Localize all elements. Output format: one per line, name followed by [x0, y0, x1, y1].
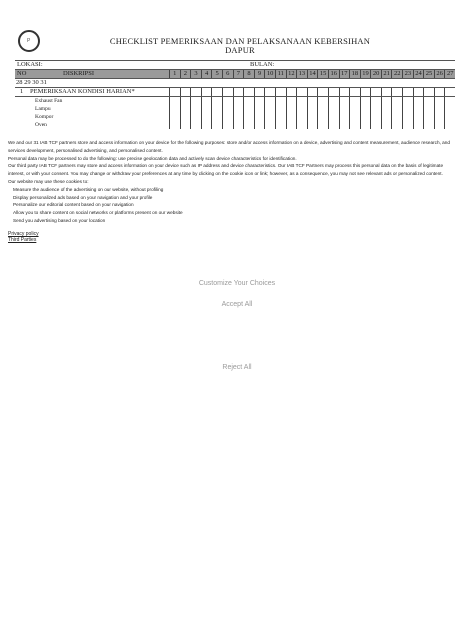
check-cell[interactable] — [349, 113, 360, 121]
check-cell[interactable] — [444, 88, 455, 96]
day-numbers-cont: 28 29 30 31 — [16, 79, 47, 86]
check-cell[interactable] — [211, 105, 222, 113]
check-cell[interactable] — [169, 113, 180, 121]
check-cell[interactable] — [254, 105, 265, 113]
check-cell[interactable] — [307, 88, 318, 96]
check-cell[interactable] — [243, 121, 254, 129]
item-row — [15, 113, 455, 121]
day-number-cell: 3 — [190, 70, 201, 78]
check-cell[interactable] — [413, 97, 424, 105]
check-cell[interactable] — [339, 88, 350, 96]
check-cell[interactable] — [190, 97, 201, 105]
check-cell[interactable] — [413, 105, 424, 113]
check-cell[interactable] — [328, 97, 339, 105]
check-cell[interactable] — [434, 97, 445, 105]
check-cell[interactable] — [391, 105, 402, 113]
check-cell[interactable] — [317, 97, 328, 105]
item-check-cells — [169, 121, 455, 129]
check-cell[interactable] — [275, 113, 286, 121]
item-label: Kompor — [35, 114, 54, 120]
day-number-cell: 22 — [391, 70, 402, 78]
check-cell[interactable] — [360, 97, 371, 105]
check-cell[interactable] — [328, 113, 339, 121]
item-row — [15, 97, 455, 105]
check-cell[interactable] — [254, 113, 265, 121]
check-cell[interactable] — [434, 121, 445, 129]
no-header: NO — [17, 70, 27, 77]
check-cell[interactable] — [286, 121, 297, 129]
day-number-cell: 25 — [423, 70, 434, 78]
check-cell[interactable] — [402, 113, 413, 121]
check-cell[interactable] — [328, 105, 339, 113]
check-cell[interactable] — [444, 113, 455, 121]
check-cell[interactable] — [349, 88, 360, 96]
document-title — [70, 37, 410, 55]
lokasi-label: LOKASI: — [17, 61, 43, 68]
section-blank-cells — [169, 88, 455, 96]
check-cell[interactable] — [296, 113, 307, 121]
check-cell[interactable] — [222, 105, 233, 113]
purpose-item: Personalize our editorial content based on your navigation — [13, 202, 134, 208]
item-label: Exhaust Fan — [35, 98, 63, 104]
day-number-cell: 2 — [180, 70, 191, 78]
purpose-item: Measure the audience of the advertising on our website, without profiling — [13, 186, 164, 192]
check-cell[interactable] — [211, 113, 222, 121]
check-cell[interactable] — [169, 105, 180, 113]
check-cell[interactable] — [360, 113, 371, 121]
check-cell[interactable] — [381, 88, 392, 96]
lokasi-row — [15, 60, 455, 70]
check-cell[interactable] — [444, 121, 455, 129]
section-row — [15, 87, 455, 97]
check-cell[interactable] — [275, 97, 286, 105]
section-number: 1 — [20, 88, 24, 95]
check-cell[interactable] — [349, 97, 360, 105]
check-cell[interactable] — [317, 105, 328, 113]
day-number-cell: 19 — [360, 70, 371, 78]
day-number-cell: 26 — [434, 70, 445, 78]
check-cell[interactable] — [296, 97, 307, 105]
check-cell[interactable] — [243, 105, 254, 113]
check-cell[interactable] — [317, 113, 328, 121]
check-cell[interactable] — [180, 105, 191, 113]
check-cell[interactable] — [402, 88, 413, 96]
reject-all-button[interactable]: Reject All — [0, 363, 474, 372]
header-row — [15, 70, 455, 79]
check-cell[interactable] — [328, 88, 339, 96]
check-cell[interactable] — [180, 113, 191, 121]
check-cell[interactable] — [254, 97, 265, 105]
check-cell[interactable] — [423, 105, 434, 113]
day-number-cell: 12 — [286, 70, 297, 78]
check-cell[interactable] — [190, 105, 201, 113]
check-cell[interactable] — [275, 88, 286, 96]
check-cell[interactable] — [169, 97, 180, 105]
check-cell[interactable] — [296, 88, 307, 96]
check-cell[interactable] — [275, 105, 286, 113]
check-cell[interactable] — [275, 121, 286, 129]
item-label: Oven — [35, 122, 47, 128]
check-cell[interactable] — [222, 97, 233, 105]
check-cell[interactable] — [233, 113, 244, 121]
check-cell[interactable] — [423, 97, 434, 105]
check-cell[interactable] — [381, 121, 392, 129]
consent-para-1: We and our 31 IAB TCF partners store and access information on your device for the following purposes: store and/or access information on a device, advertising and content measurement, audience research, and services development, personalised advertising, and personalised content. — [8, 140, 450, 153]
consent-para-3: Our third party IAB TCF partners may store and access information on your device such as IP address and device characteristics. Our IAB TCF Partners may process this personal data on the basis of legitimate interest, or with your consent. You may change or withdraw your preferences at any time by clicking on the cookie icon or link; however, as a consequence, you may not see relevant ads or personalized content. — [8, 163, 444, 177]
check-cell[interactable] — [360, 88, 371, 96]
check-cell[interactable] — [211, 97, 222, 105]
check-cell[interactable] — [180, 121, 191, 129]
check-cell[interactable] — [222, 121, 233, 129]
check-cell[interactable] — [190, 121, 201, 129]
day-number-cell: 11 — [275, 70, 286, 78]
check-cell[interactable] — [413, 121, 424, 129]
consent-text — [8, 139, 458, 244]
item-row — [15, 105, 455, 113]
day-number-cell: 27 — [444, 70, 455, 78]
day-continuation-row — [15, 79, 455, 87]
day-number-cell: 16 — [328, 70, 339, 78]
title-line-2: DAPUR — [225, 45, 255, 55]
item-check-cells — [169, 97, 455, 105]
check-cell[interactable] — [370, 88, 381, 96]
check-cell[interactable] — [328, 121, 339, 129]
check-cell[interactable] — [370, 113, 381, 121]
check-cell[interactable] — [339, 121, 350, 129]
check-cell[interactable] — [201, 105, 212, 113]
checklist-table — [15, 60, 455, 129]
day-number-cell: 1 — [169, 70, 180, 78]
check-cell[interactable] — [339, 97, 350, 105]
check-cell[interactable] — [423, 113, 434, 121]
day-number-cell: 8 — [243, 70, 254, 78]
check-cell[interactable] — [339, 105, 350, 113]
check-cell[interactable] — [264, 121, 275, 129]
check-cell[interactable] — [286, 88, 297, 96]
check-cell[interactable] — [391, 88, 402, 96]
item-rows — [15, 97, 455, 129]
check-cell[interactable] — [434, 88, 445, 96]
purpose-item: Display personalized ads based on your navigation and your profile — [13, 194, 153, 200]
consent-para-2: Personal data may be processed to do the following: use precise geolocation data and actively scan device characteristics for identification. — [8, 155, 297, 161]
customize-choices-button[interactable]: Customize Your Choices — [0, 279, 474, 288]
day-number-cell: 9 — [254, 70, 265, 78]
check-cell[interactable] — [233, 97, 244, 105]
check-cell[interactable] — [201, 113, 212, 121]
check-cell[interactable] — [201, 88, 212, 96]
check-cell[interactable] — [381, 105, 392, 113]
check-cell[interactable] — [434, 105, 445, 113]
check-cell[interactable] — [243, 97, 254, 105]
check-cell[interactable] — [391, 121, 402, 129]
check-cell[interactable] — [381, 97, 392, 105]
item-check-cells — [169, 113, 455, 121]
purpose-list — [8, 186, 458, 225]
logo-text: P — [27, 38, 31, 44]
check-cell[interactable] — [307, 97, 318, 105]
accept-all-button[interactable]: Accept All — [0, 300, 474, 309]
check-cell[interactable] — [307, 105, 318, 113]
check-cell[interactable] — [296, 121, 307, 129]
check-cell[interactable] — [211, 121, 222, 129]
check-cell[interactable] — [402, 97, 413, 105]
check-cell[interactable] — [296, 105, 307, 113]
check-cell[interactable] — [264, 105, 275, 113]
check-cell[interactable] — [169, 88, 180, 96]
check-cell[interactable] — [413, 113, 424, 121]
section-title: PEMERIKSAAN KONDISI HARIAN* — [30, 88, 135, 95]
deskripsi-header: DISKRIPSI — [63, 70, 95, 77]
check-cell[interactable] — [233, 88, 244, 96]
check-cell[interactable] — [349, 105, 360, 113]
day-number-cell: 7 — [233, 70, 244, 78]
check-cell[interactable] — [254, 88, 265, 96]
day-number-cell: 21 — [381, 70, 392, 78]
day-number-cell: 17 — [339, 70, 350, 78]
check-cell[interactable] — [413, 88, 424, 96]
day-number-cell: 24 — [413, 70, 424, 78]
check-cell[interactable] — [339, 113, 350, 121]
day-number-cell: 10 — [264, 70, 275, 78]
item-check-cells — [169, 105, 455, 113]
check-cell[interactable] — [190, 113, 201, 121]
day-number-cell: 13 — [296, 70, 307, 78]
item-row — [15, 121, 455, 129]
day-number-cell: 6 — [222, 70, 233, 78]
third-parties-link[interactable]: Third Parties — [8, 237, 37, 244]
day-number-headers — [169, 70, 455, 78]
check-cell[interactable] — [180, 97, 191, 105]
check-cell[interactable] — [169, 121, 180, 129]
check-cell[interactable] — [360, 121, 371, 129]
check-cell[interactable] — [222, 113, 233, 121]
privacy-policy-link[interactable]: Privacy policy — [8, 230, 39, 237]
check-cell[interactable] — [370, 97, 381, 105]
check-cell[interactable] — [370, 121, 381, 129]
day-number-cell: 5 — [211, 70, 222, 78]
item-label: Lampu — [35, 106, 51, 112]
check-cell[interactable] — [201, 97, 212, 105]
check-cell[interactable] — [286, 113, 297, 121]
check-cell[interactable] — [307, 113, 318, 121]
check-cell[interactable] — [243, 113, 254, 121]
check-cell[interactable] — [370, 105, 381, 113]
check-cell[interactable] — [307, 121, 318, 129]
check-cell[interactable] — [222, 88, 233, 96]
check-cell[interactable] — [286, 97, 297, 105]
check-cell[interactable] — [286, 105, 297, 113]
check-cell[interactable] — [211, 88, 222, 96]
check-cell[interactable] — [180, 88, 191, 96]
check-cell[interactable] — [402, 105, 413, 113]
day-number-cell: 14 — [307, 70, 318, 78]
check-cell[interactable] — [434, 113, 445, 121]
day-number-cell: 15 — [317, 70, 328, 78]
check-cell[interactable] — [264, 97, 275, 105]
check-cell[interactable] — [201, 121, 212, 129]
check-cell[interactable] — [423, 88, 434, 96]
check-cell[interactable] — [317, 88, 328, 96]
check-cell[interactable] — [264, 88, 275, 96]
check-cell[interactable] — [243, 88, 254, 96]
check-cell[interactable] — [391, 113, 402, 121]
purpose-item: Allow you to share content on social networks or platforms present on our website — [13, 210, 183, 216]
check-cell[interactable] — [190, 88, 201, 96]
check-cell[interactable] — [444, 105, 455, 113]
check-cell[interactable] — [317, 121, 328, 129]
check-cell[interactable] — [349, 121, 360, 129]
day-number-cell: 23 — [402, 70, 413, 78]
check-cell[interactable] — [444, 97, 455, 105]
check-cell[interactable] — [254, 121, 265, 129]
title-line-1: CHECKLIST PEMERIKSAAN DAN PELAKSANAAN KEBERSIHAN — [109, 36, 371, 46]
check-cell[interactable] — [391, 97, 402, 105]
day-number-cell: 20 — [370, 70, 381, 78]
check-cell[interactable] — [264, 113, 275, 121]
check-cell[interactable] — [402, 121, 413, 129]
day-number-cell: 4 — [201, 70, 212, 78]
day-number-cell: 18 — [349, 70, 360, 78]
check-cell[interactable] — [381, 113, 392, 121]
check-cell[interactable] — [423, 121, 434, 129]
check-cell[interactable] — [360, 105, 371, 113]
bulan-label: BULAN: — [250, 61, 275, 68]
consent-para-4: Our website may use these cookies to: — [8, 178, 89, 184]
check-cell[interactable] — [233, 105, 244, 113]
purpose-item: Send you advertising based on your location — [13, 217, 106, 223]
check-cell[interactable] — [233, 121, 244, 129]
